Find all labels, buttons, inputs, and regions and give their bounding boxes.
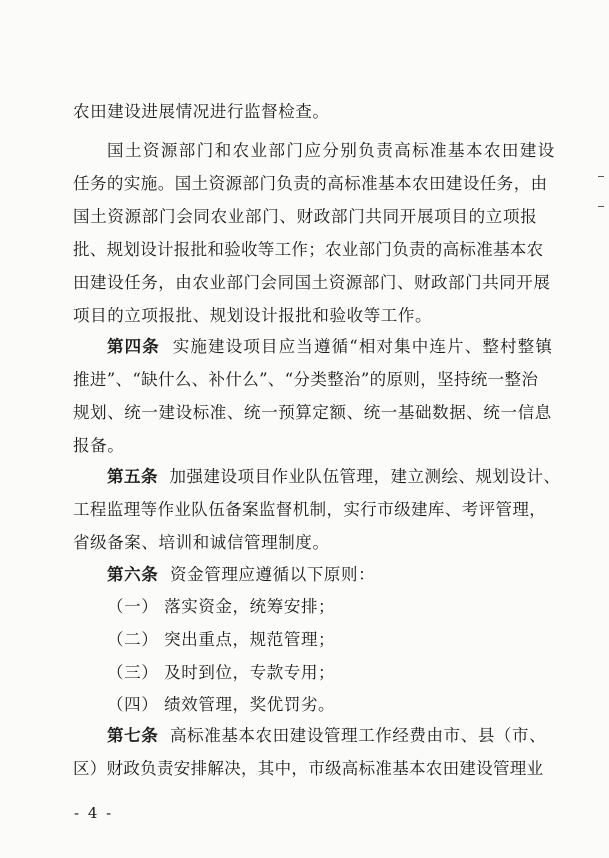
text-line: 省级备案、培训和诚信管理制度。: [73, 533, 330, 552]
article-line: [107, 726, 546, 746]
page-number: - 4 -: [74, 804, 114, 822]
list-item: （二） 突出重点，规范管理；: [107, 630, 336, 649]
scan-edge-mark: [598, 176, 604, 177]
list-item: （四） 绩效管理，奖优罚劣。: [107, 695, 336, 714]
text-line: 国土资源部门和农业部门应分别负责高标准基本农田建设: [107, 141, 556, 160]
text-line: 区）财政负责安排解决，其中，市级高标准基本农田建设管理业: [73, 759, 544, 778]
text-line: 农田建设进展情况进行监督检查。: [73, 102, 330, 121]
article-heading: 第七条: [107, 726, 159, 745]
text-line: 批、规划设计报批和验收等工作；农业部门负责的高标准基本农: [73, 240, 544, 259]
article-heading: 第四条: [107, 337, 160, 356]
article-text: 加强建设项目作业队伍管理，建立测绘、规划设计、: [169, 467, 561, 486]
article-text: 实施建设项目应当遵循“相对集中连片、整村整镇: [172, 337, 553, 356]
article-text: 资金管理应遵循以下原则：: [170, 565, 376, 584]
text-line: 推进”、“缺什么、补什么”、“分类整治”的原则，坚持统一整治: [73, 370, 539, 389]
text-line: 田建设任务，由农业部门会同国土资源部门、财政部门共同开展: [73, 273, 551, 292]
article-heading: 第五条: [107, 467, 158, 486]
text-line: 国土资源部门会同农业部门、财政部门共同开展项目的立项报: [73, 207, 538, 226]
text-line: 项目的立项报批、规划设计报批和验收等工作。: [73, 306, 433, 325]
list-item: （三） 及时到位，专款专用；: [107, 663, 336, 682]
article-line: [107, 565, 375, 585]
text-line: 报备。: [73, 436, 125, 455]
article-text: 高标准基本农田建设管理工作经费由市、县（市、: [170, 726, 547, 745]
text-line: 任务的实施。国土资源部门负责的高标准基本农田建设任务，由: [73, 174, 548, 193]
article-heading: 第六条: [107, 565, 159, 584]
article-line: [107, 467, 561, 487]
scan-edge-mark: [598, 206, 604, 207]
text-line: 工程监理等作业队伍备案监督机制，实行市级建库、考评管理，: [73, 500, 547, 519]
article-line: [107, 337, 553, 357]
text-line: 规划、统一建设标准、统一预算定额、统一基础数据、统一信息: [73, 403, 552, 422]
list-item: （一） 落实资金，统筹安排；: [107, 597, 336, 616]
